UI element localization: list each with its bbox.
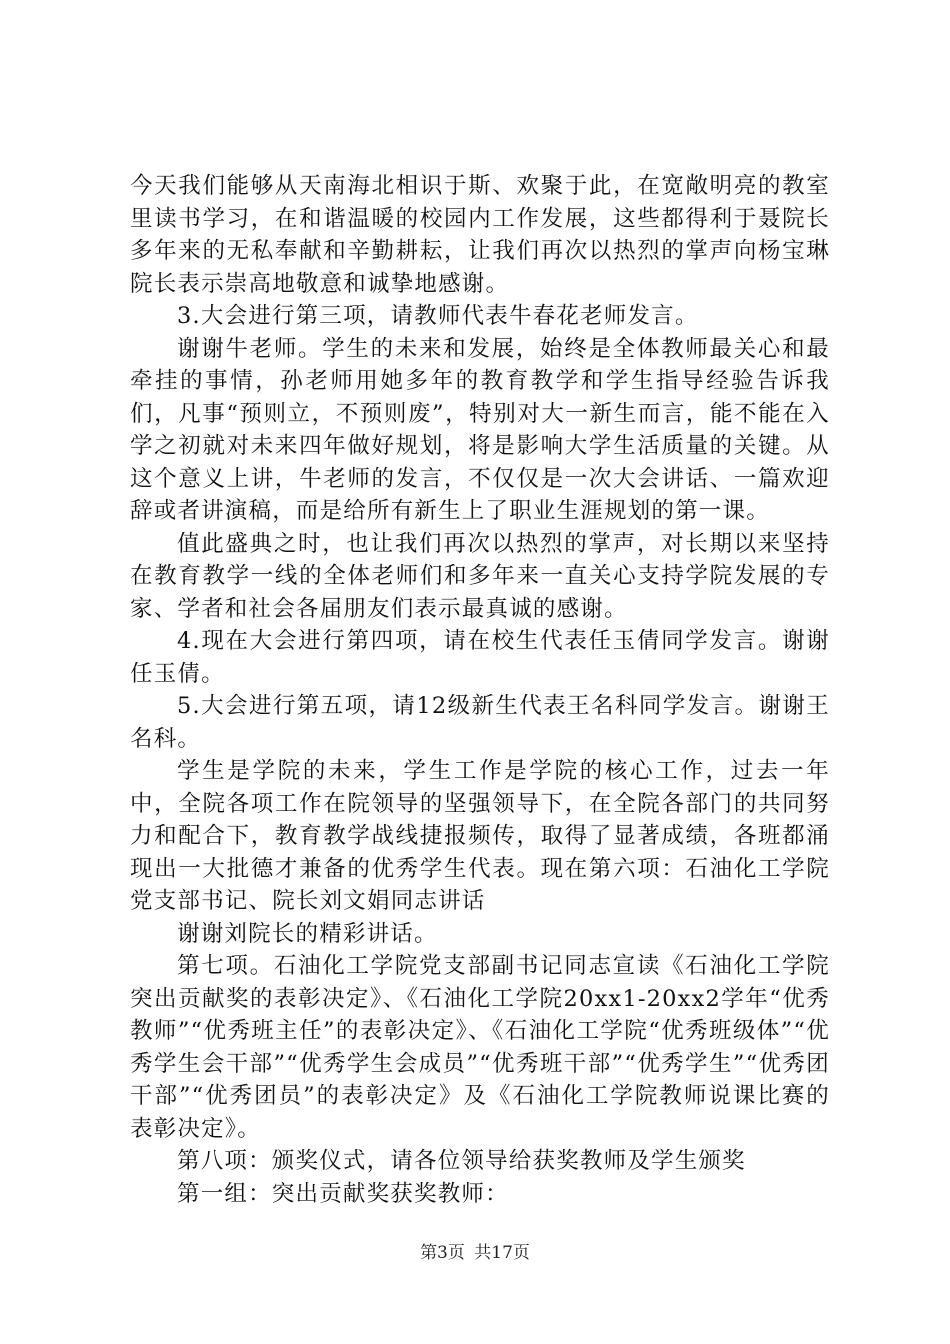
paragraph: 今天我们能够从天南海北相识于斯、欢聚于此，在宽敞明亮的教室里读书学习，在和谐温暖的校园内工作发展，这些都得利于聂院长多年来的无私奉献和辛勤耕耘，让我们再次以热烈的掌声向杨宝琳院长表示崇高地敬意和诚挚地感谢。	[130, 173, 830, 297]
document-body	[130, 170, 830, 1210]
paragraph: 3.大会进行第三项，请教师代表牛春花老师发言。	[177, 303, 699, 329]
page-total: 共17页	[474, 1243, 530, 1263]
page-number: 第3页	[420, 1243, 465, 1263]
paragraph: 学生是学院的未来，学生工作是学院的核心工作，过去一年中，全院各项工作在院领导的坚强领导下，在全院各部门的共同努力和配合下，教育教学战线捷报频传，取得了显著成绩，各班都涌现出一大批德才兼备的优秀学生代表。现在第六项：石油化工学院党支部书记、院长刘文娟同志讲话	[130, 758, 830, 914]
paragraph: 谢谢牛老师。学生的未来和发展，始终是全体教师最关心和最牵挂的事情，孙老师用她多年的教育教学和学生指导经验告诉我们，凡事“预则立，不预则废”，特别对大一新生而言，能不能在入学之初就对未来四年做好规划，将是影响大学生活质量的关键。从这个意义上讲，牛老师的发言，不仅仅是一次大会讲话、一篇欢迎辞或者讲演稿，而是给所有新生上了职业生涯规划的第一课。	[130, 335, 830, 524]
paragraph: 4.现在大会进行第四项，请在校生代表任玉倩同学发言。谢谢任玉倩。	[130, 628, 830, 687]
paragraph: 5.大会进行第五项，请12级新生代表王名科同学发言。谢谢王名科。	[130, 693, 830, 752]
paragraph: 第八项：颁奖仪式，请各位领导给获奖教师及学生颁奖	[177, 1148, 746, 1174]
paragraph: 值此盛典之时，也让我们再次以热烈的掌声，对长期以来坚持在教育教学一线的全体老师们和多年来一直关心支持学院发展的专家、学者和社会各届朋友们表示最真诚的感谢。	[130, 530, 830, 622]
paragraph: 第一组：突出贡献奖获奖教师：	[177, 1180, 509, 1207]
paragraph: 谢谢刘院长的精彩讲话。	[177, 920, 438, 947]
page-footer	[0, 1238, 950, 1263]
paragraph: 第七项。石油化工学院党支部副书记同志宣读《石油化工学院突出贡献奖的表彰决定》、《石油化工学院20xx1-20xx2学年“优秀教师”“优秀班主任”的表彰决定》、《石油化工学院“优秀班级体”“优秀学生会干部”“优秀学生会成员”“优秀班干部”“优秀学生”“优秀团干部”“优秀团员”的表彰决定》及《石油化工学院教师说课比赛的表彰决定》。	[130, 953, 830, 1142]
